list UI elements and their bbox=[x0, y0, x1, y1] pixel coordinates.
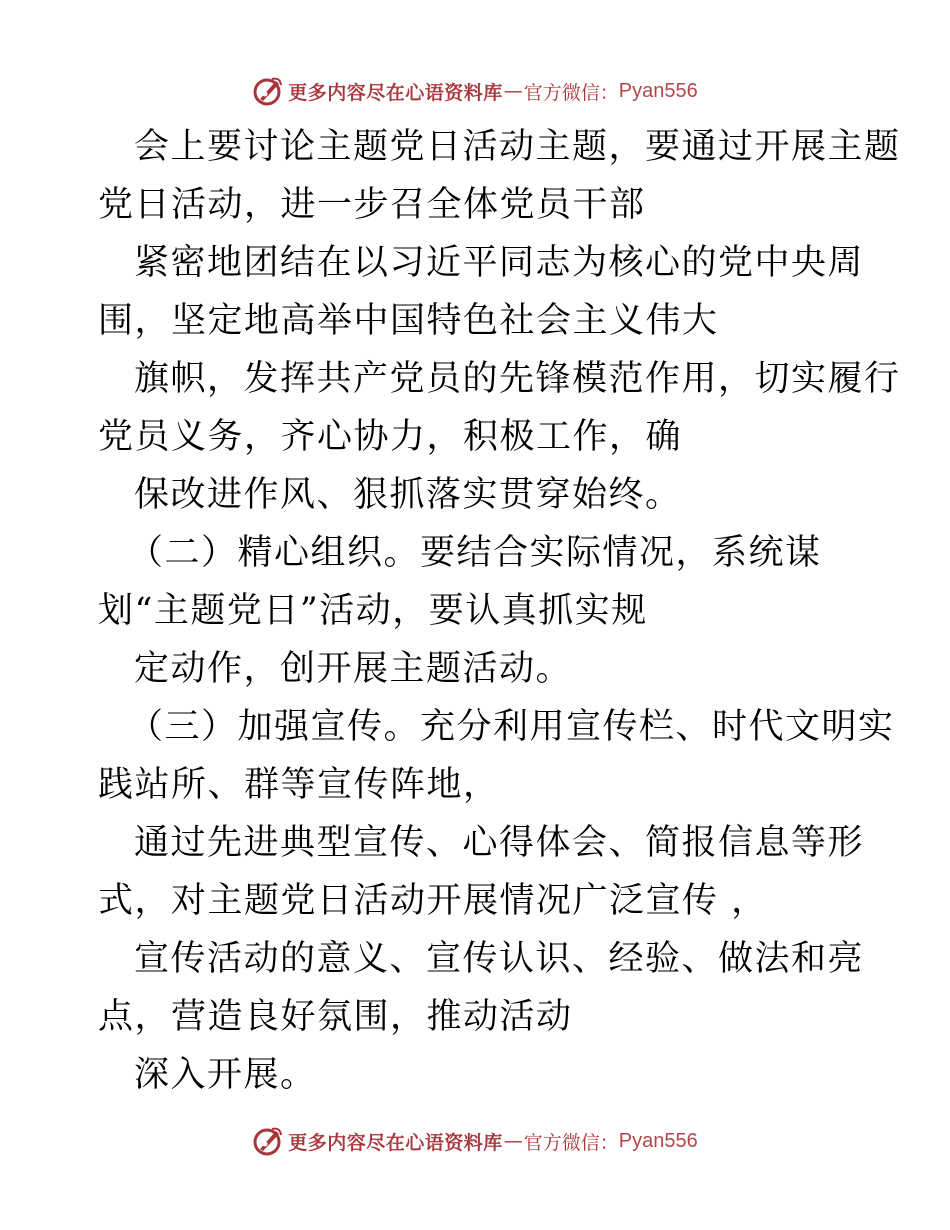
paragraph-line: 会上要讨论主题党日活动主题，要通过开展主题 bbox=[134, 127, 901, 167]
paragraph-line: 划“主题党日”活动，要认真抓实规 bbox=[98, 591, 648, 631]
paragraph-line: 深入开展。 bbox=[134, 1055, 317, 1095]
paragraph-line: 式，对主题党日活动开展情况广泛宣传 ， bbox=[98, 881, 768, 921]
paragraph-line: （三）加强宣传。充分利用宣传栏、时代文明实 bbox=[128, 707, 895, 747]
paragraph-line: 点，营造良好氛围，推动活动 bbox=[98, 997, 573, 1037]
paragraph-line: 通过先进典型宣传、心得体会、简报信息等形 bbox=[134, 823, 865, 863]
banner-brand-text: 更多内容尽在心语资料库 bbox=[288, 1131, 503, 1154]
banner-wechat-id: Pyan556 bbox=[618, 79, 698, 102]
banner-wechat-id: Pyan556 bbox=[618, 1129, 698, 1152]
banner-wechat-label: 官方微信： bbox=[523, 1131, 619, 1154]
quill-pen-logo-icon bbox=[252, 1125, 284, 1157]
header-banner bbox=[0, 74, 950, 108]
paragraph-line: 党员义务，齐心协力，积极工作，确 bbox=[98, 417, 683, 457]
banner-dash: — bbox=[503, 80, 523, 102]
banner-brand-text: 更多内容尽在心语资料库 bbox=[288, 81, 503, 104]
paragraph-line: 党日活动，进一步召全体党员干部 bbox=[98, 185, 646, 225]
paragraph-line: （二）精心组织。要结合实际情况，系统谋 bbox=[128, 533, 822, 573]
footer-banner bbox=[0, 1124, 950, 1158]
paragraph-line: 紧密地团结在以习近平同志为核心的党中央周 bbox=[134, 243, 865, 283]
quill-pen-logo-icon bbox=[252, 75, 284, 107]
banner-wechat-label: 官方微信： bbox=[523, 81, 619, 104]
paragraph-line: 保改进作风、狠抓落实贯穿始终。 bbox=[134, 475, 682, 515]
banner-dash: — bbox=[503, 1130, 523, 1152]
paragraph-line: 围，坚定地高举中国特色社会主义伟大 bbox=[98, 301, 719, 341]
paragraph-line: 宣传活动的意义、宣传认识、经验、做法和亮 bbox=[134, 939, 865, 979]
paragraph-line: 旗帜，发挥共产党员的先锋模范作用，切实履行 bbox=[134, 359, 901, 399]
paragraph-line: 践站所、群等宣传阵地， bbox=[98, 765, 500, 805]
paragraph-line: 定动作，创开展主题活动。 bbox=[134, 649, 573, 689]
